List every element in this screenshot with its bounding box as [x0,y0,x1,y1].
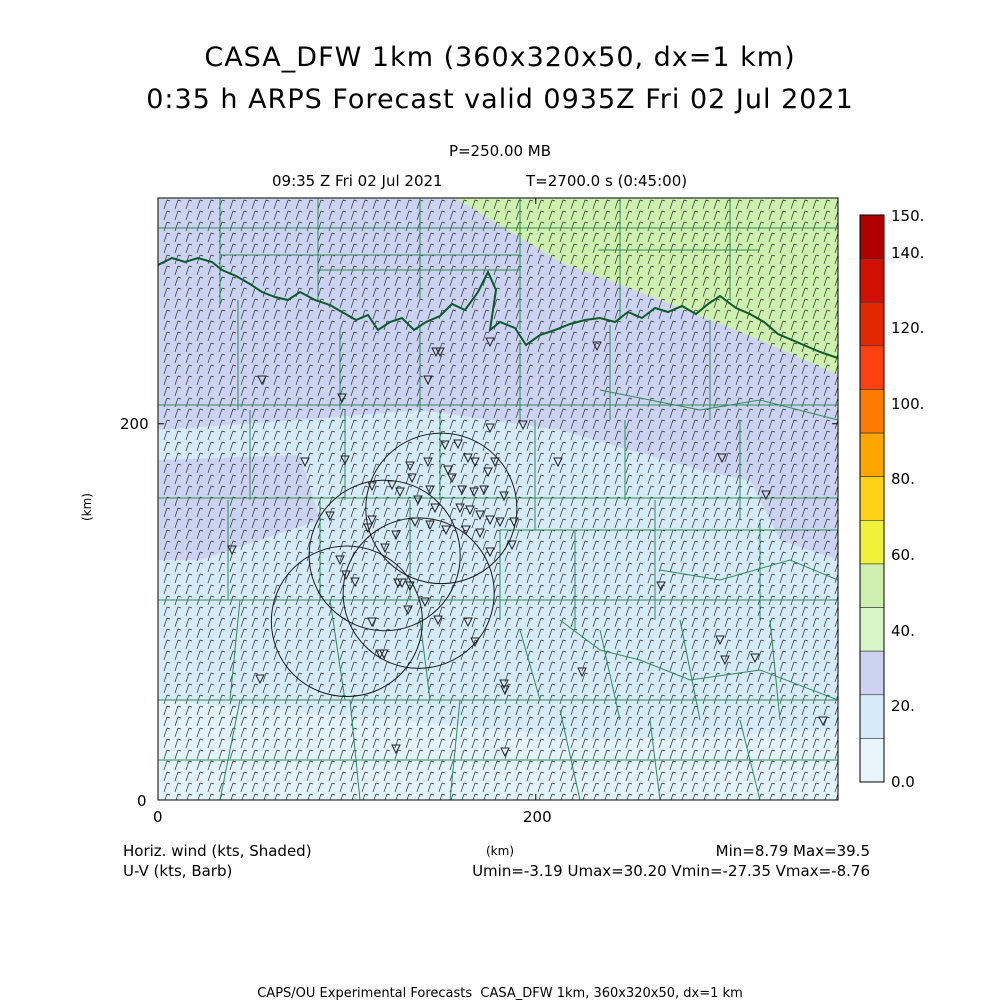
component-min-max: Umin=-3.19 Umax=30.20 Vmin=-27.35 Vmax=-8.76 [472,862,870,880]
colorbar-swatch [860,215,884,259]
valid-time: 09:35 Z Fri 02 Jul 2021 [272,172,443,190]
y-axis-label: (km) [80,493,94,521]
colorbar-level-label: 140. [891,244,924,262]
credit-line: CAPS/OU Experimental Forecasts CASA_DFW 1km, 360x320x50, dx=1 km [0,986,1000,1001]
colorbar-swatch [860,695,884,739]
colorbar-level-label: 40. [891,622,915,640]
colorbar-level-label: 150. [891,207,924,225]
colorbar-level-label: 20. [891,697,915,715]
colorbar-swatch [860,520,884,564]
colorbar-swatch [860,346,884,390]
x-tick-200: 200 [523,808,552,826]
colorbar-swatch [860,564,884,608]
colorbar-swatch [860,389,884,433]
colorbar-swatch [860,259,884,303]
field-min-max: Min=8.79 Max=39.5 [716,842,870,860]
pressure-level: P=250.00 MB [340,142,660,160]
colorbar-level-label: 60. [891,546,915,564]
model-time: T=2700.0 s (0:45:00) [526,172,687,190]
colorbar-swatch [860,433,884,477]
colorbar [860,215,884,782]
colorbar-swatch [860,738,884,782]
legend-shaded-field: Horiz. wind (kts, Shaded) [123,842,312,860]
title-line-2: 0:35 h ARPS Forecast valid 0935Z Fri 02 Jul 2021 [0,84,1000,115]
map-panel [158,198,841,803]
y-tick-0: 0 [137,792,147,810]
colorbar-swatch [860,302,884,346]
colorbar-level-label: 80. [891,470,915,488]
title-line-1: CASA_DFW 1km (360x320x50, dx=1 km) [0,42,1000,73]
y-tick-200: 200 [120,415,149,433]
colorbar-swatch [860,477,884,521]
colorbar-swatch [860,608,884,652]
colorbar-level-label: 0.0 [891,773,915,791]
legend-barb-field: U-V (kts, Barb) [123,862,232,880]
colorbar-level-label: 120. [891,319,924,337]
x-axis-label: (km) [486,844,514,858]
colorbar-level-label: 100. [891,395,924,413]
colorbar-swatch [860,651,884,695]
x-tick-0: 0 [153,808,163,826]
